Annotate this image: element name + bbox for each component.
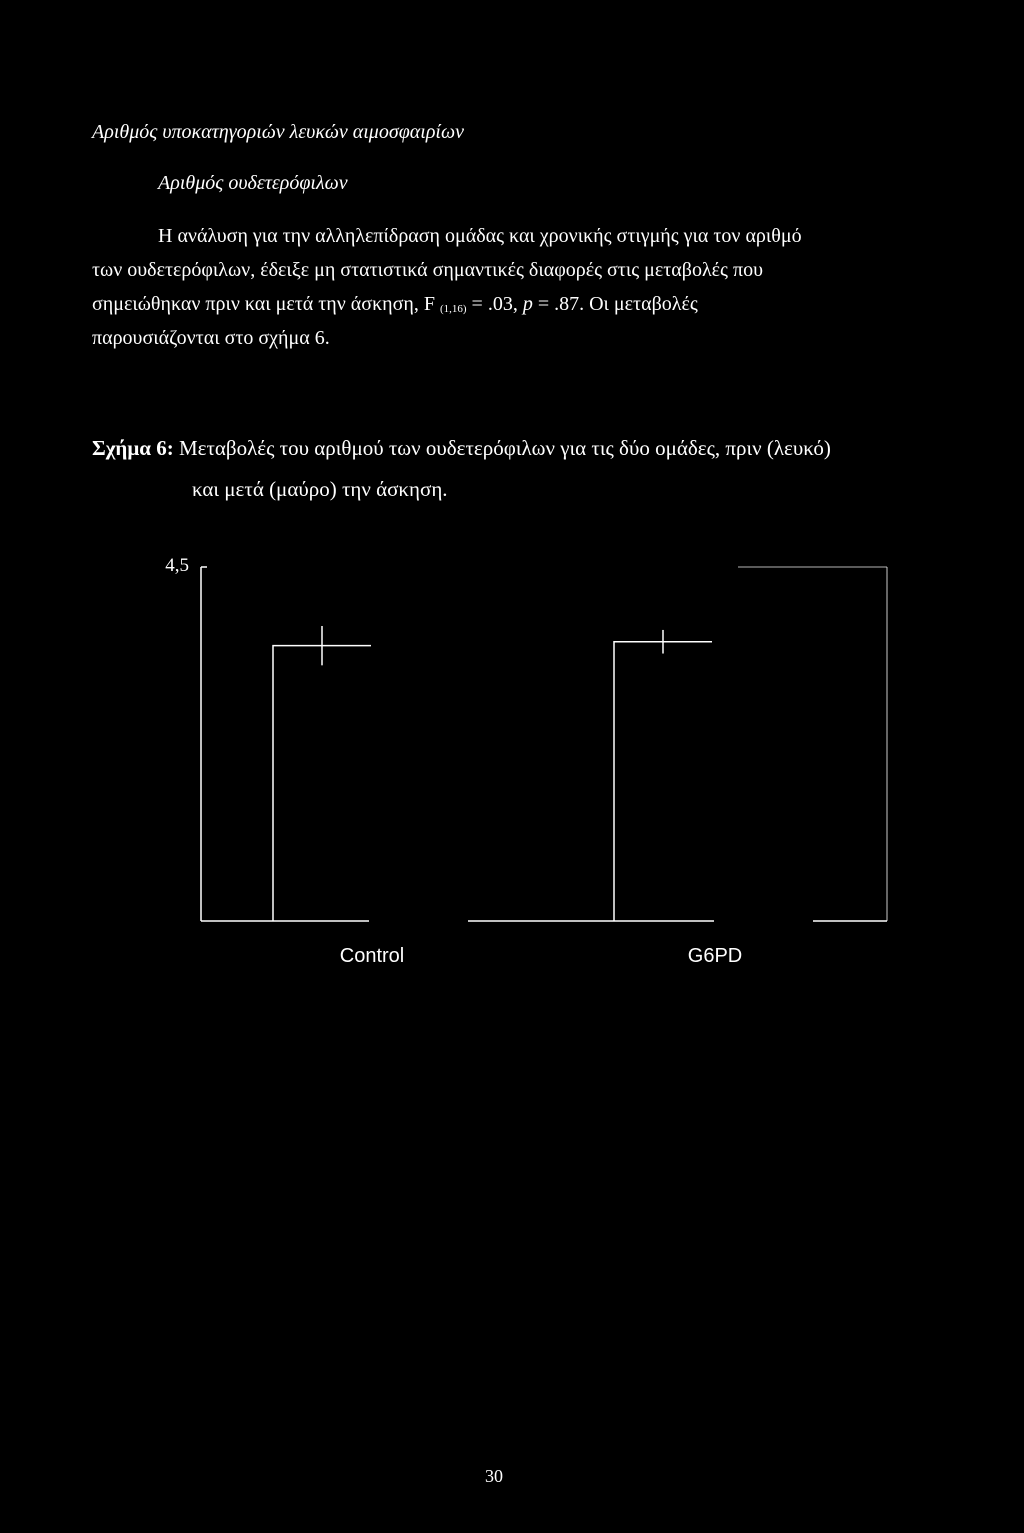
- figure-caption-line2: και μετά (μαύρο) την άσκηση.: [192, 477, 448, 501]
- df-subscript: (1,16): [439, 303, 467, 315]
- paragraph-line: παρουσιάζονται στο σχήμα 6.: [92, 327, 330, 349]
- paragraph-text: Η ανάλυση για την αλληλεπίδραση ομάδας και χρονικής στιγμής για τον αριθμό: [158, 225, 802, 247]
- paragraph-line: [92, 219, 907, 253]
- page-number: 30: [485, 1466, 503, 1486]
- section-heading: Αριθμός υποκατηγοριών λευκών αιμοσφαιρίων: [92, 121, 464, 143]
- bar-after-control: [371, 567, 469, 921]
- body-paragraph: [92, 219, 907, 355]
- caption-text: Μεταβολές του αριθμού των ουδετερόφιλων για τις δύο ομάδες, πριν (λευκό): [178, 436, 831, 460]
- bar-chart: [0, 540, 1024, 980]
- category-label-control: Control: [339, 945, 405, 967]
- bar-before-g6pd: [614, 642, 712, 921]
- p-symbol: p: [522, 293, 533, 315]
- figure-label: Σχήμα 6:: [92, 436, 174, 460]
- y-tick-label: 4,5: [165, 555, 189, 576]
- paragraph-line-stats: [92, 287, 907, 321]
- paragraph-text: σημειώθηκαν πριν και μετά την άσκηση, F $_{(1,16)}$ = .03, p = .87. Οι μεταβολές: [92, 293, 698, 315]
- bar-after-g6pd: [712, 567, 810, 921]
- category-label-g6pd: G6PD: [687, 945, 743, 967]
- figure-caption: [92, 431, 831, 465]
- paragraph-line: [92, 253, 907, 287]
- bar-before-control: [273, 646, 371, 921]
- paragraph-text: των ουδετερόφιλων, έδειξε μη στατιστικά σημαντικές διαφορές στις μεταβολές που: [92, 259, 763, 281]
- subsection-heading: Αριθμός ουδετερόφιλων: [158, 172, 348, 194]
